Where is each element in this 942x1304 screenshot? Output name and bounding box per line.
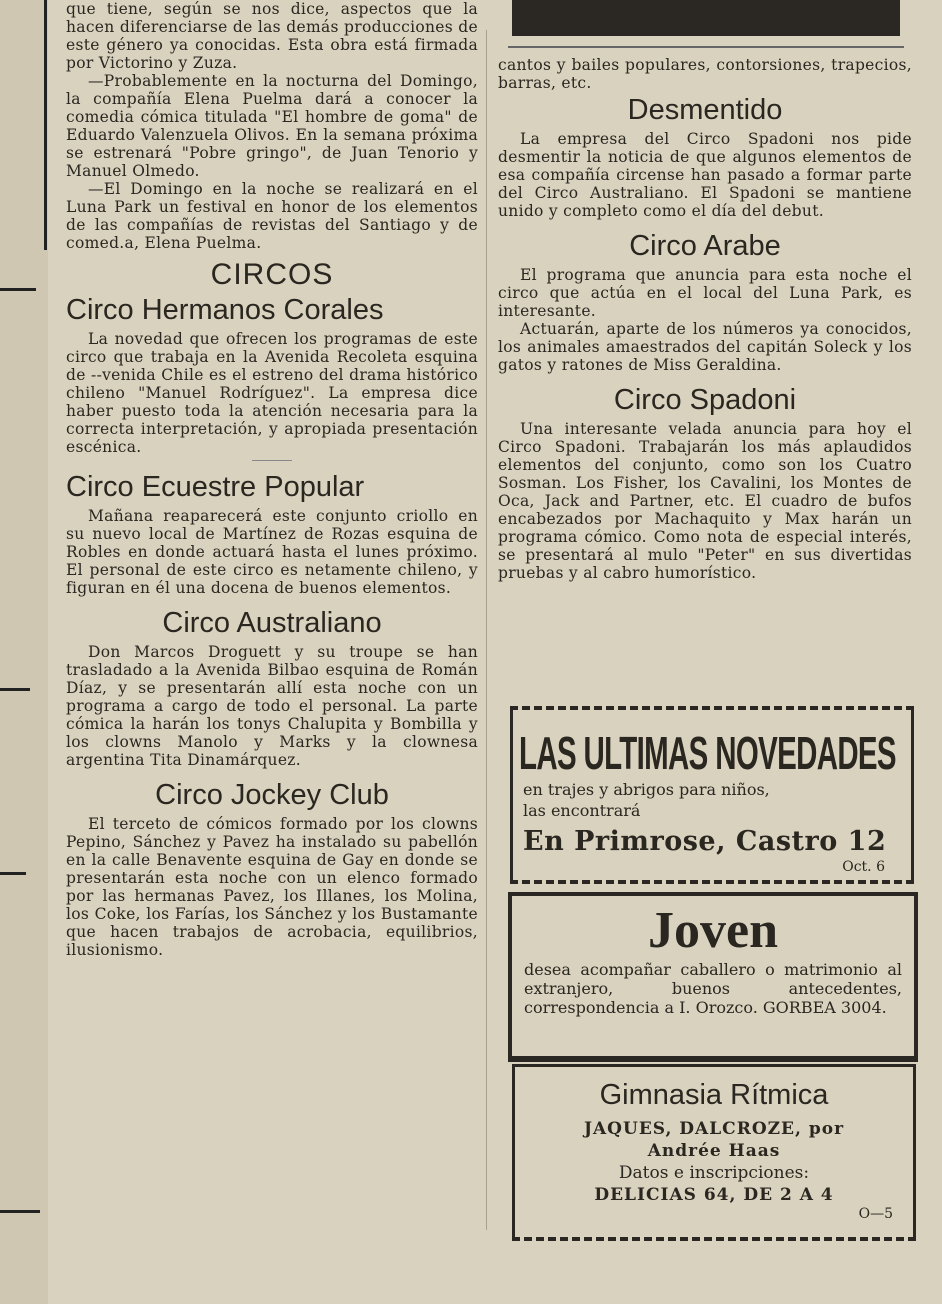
top-rule — [508, 46, 904, 48]
ad-address: DELICIAS 64, DE 2 A 4 — [594, 1185, 834, 1205]
article-body: Una interesante velada anuncia para hoy el Circo Spadoni. Trabajarán los más aplaudidos elementos del conjunto, como son los Cuatro Sosman. Los Fisher, los Cavalini, los Montes de Oca, Jack and Partner, etc. El cuadro de bufos encabezados por Machaquito y Max harán un programa cómico. Como nota de especial interés, se presentará al mulo "Peter" en sus divertidas pruebas y al cabro humorístico. — [498, 420, 912, 582]
edge-tick — [0, 872, 26, 875]
right-column — [498, 56, 912, 582]
intro-paragraph: cantos y bailes populares, contorsiones, trapecios, barras, etc. — [498, 56, 912, 92]
article-heading: Desmentido — [627, 94, 783, 126]
article-body: Mañana reaparecerá este conjunto criollo en su nuevo local de Martínez de Rozas esquina de Robles en donde actuará hasta el lunes próximo. El personal de este circo es netamente chileno, y figuran en él una docena de buenos elementos. — [66, 507, 478, 597]
left-column — [66, 0, 478, 959]
ad-date: Oct. 6 — [842, 859, 885, 875]
edge-rule — [44, 0, 47, 250]
separator-rule — [252, 460, 292, 461]
ad-body: desea acompañar caballero o matrimonio al extranjero, buenos antecedentes, correspondencia a I. Orozco. GORBEA 3004. — [524, 960, 902, 1017]
gimnasia-ad — [512, 1064, 916, 1241]
article-body: Don Marcos Droguett y su troupe se han trasladado a la Avenida Bilbao esquina de Román Díaz, y se presentarán allí esta noche con un programa a cargo de todo el personal. La parte cómica la harán los tonys Chalupita y Bombilla y los clowns Manolo y Marks y la clownesa argentina Tita Dinamárquez. — [66, 643, 478, 769]
left-page-edge — [0, 0, 48, 1304]
article-heading: Circo Australiano — [162, 607, 382, 639]
section-title-circos: CIRCOS — [210, 258, 334, 291]
ad-line: Andrée Haas — [647, 1141, 781, 1161]
article-body: Actuarán, aparte de los números ya conocidos, los animales amaestrados del capitán Soleck y los gatos y ratones de Miss Geraldina. — [498, 320, 912, 374]
ad-headline: Joven — [648, 902, 778, 959]
ad-line: JAQUES, DALCROZE, por — [583, 1119, 845, 1139]
article-heading: Circo Hermanos Corales — [66, 294, 384, 326]
article-heading: Circo Arabe — [629, 230, 781, 262]
ad-address: En Primrose, Castro 12 — [523, 826, 887, 857]
article-heading: Circo Jockey Club — [155, 779, 389, 811]
intro-paragraph: que tiene, según se nos dice, aspectos que la hacen diferenciarse de las demás producciones de este género ya conocidas. Esta obra está firmada por Victorino y Zuza. — [66, 0, 478, 72]
ad-code: O—5 — [858, 1206, 893, 1222]
article-heading: Circo Ecuestre Popular — [66, 471, 365, 503]
edge-tick — [0, 1210, 40, 1213]
article-body: El terceto de cómicos formado por los clowns Pepino, Sánchez y Pavez ha instalado su pabellón en la calle Benavente esquina de Gay en donde se presentarán esta noche con un elenco formado por las hermanas Pavez, los Illanes, los Molina, los Coke, los Farías, los Sánchez y los Bustamante que hacen trabajos de acrobacia, equilibrios, ilusionismo. — [66, 815, 478, 959]
intro-paragraph: —El Domingo en la noche se realizará en el Luna Park un festival en honor de los elementos de las compañías de revistas del Santiago y de comed.a, Elena Puelma. — [66, 180, 478, 252]
article-heading: Circo Spadoni — [613, 384, 797, 416]
edge-tick — [0, 288, 36, 291]
ad-line: Datos e inscripciones: — [618, 1163, 810, 1183]
ad-headline: LAS ULTIMAS NOVEDADES — [519, 727, 896, 779]
article-body: El programa que anuncia para esta noche el circo que actúa en el local del Luna Park, es interesante. — [498, 266, 912, 320]
ad-title: Gimnasia Rítmica — [599, 1079, 829, 1111]
edge-tick — [0, 688, 30, 691]
ad-line: en trajes y abrigos para niños, — [523, 780, 770, 799]
article-body: La empresa del Circo Spadoni nos pide desmentir la noticia de que algunos elementos de esa compañía circense han pasado a formar parte del Circo Australiano. El Spadoni se mantiene unido y completo como el día del debut. — [498, 130, 912, 220]
article-body: La novedad que ofrecen los programas de este circo que trabaja en la Avenida Recoleta esquina de --venida Chile es el estreno del drama histórico chileno "Manuel Rodríguez". La empresa dice haber puesto toda la atención necesaria para la correcta interpretación, y apropiada presentación escénica. — [66, 330, 478, 456]
intro-paragraph: —Probablemente en la nocturna del Domingo, la compañía Elena Puelma dará a conocer la comedia cómica titulada "El hombre de goma" de Eduardo Valenzuela Olivos. En la semana próxima se estrenará "Pobre gringo", de Juan Tenorio y Manuel Olmedo. — [66, 72, 478, 180]
column-divider — [486, 30, 487, 1230]
ad-line: las encontrará — [523, 801, 641, 820]
primrose-ad — [510, 706, 914, 884]
top-advertisement-fragment — [512, 0, 900, 36]
joven-ad — [508, 892, 918, 1062]
